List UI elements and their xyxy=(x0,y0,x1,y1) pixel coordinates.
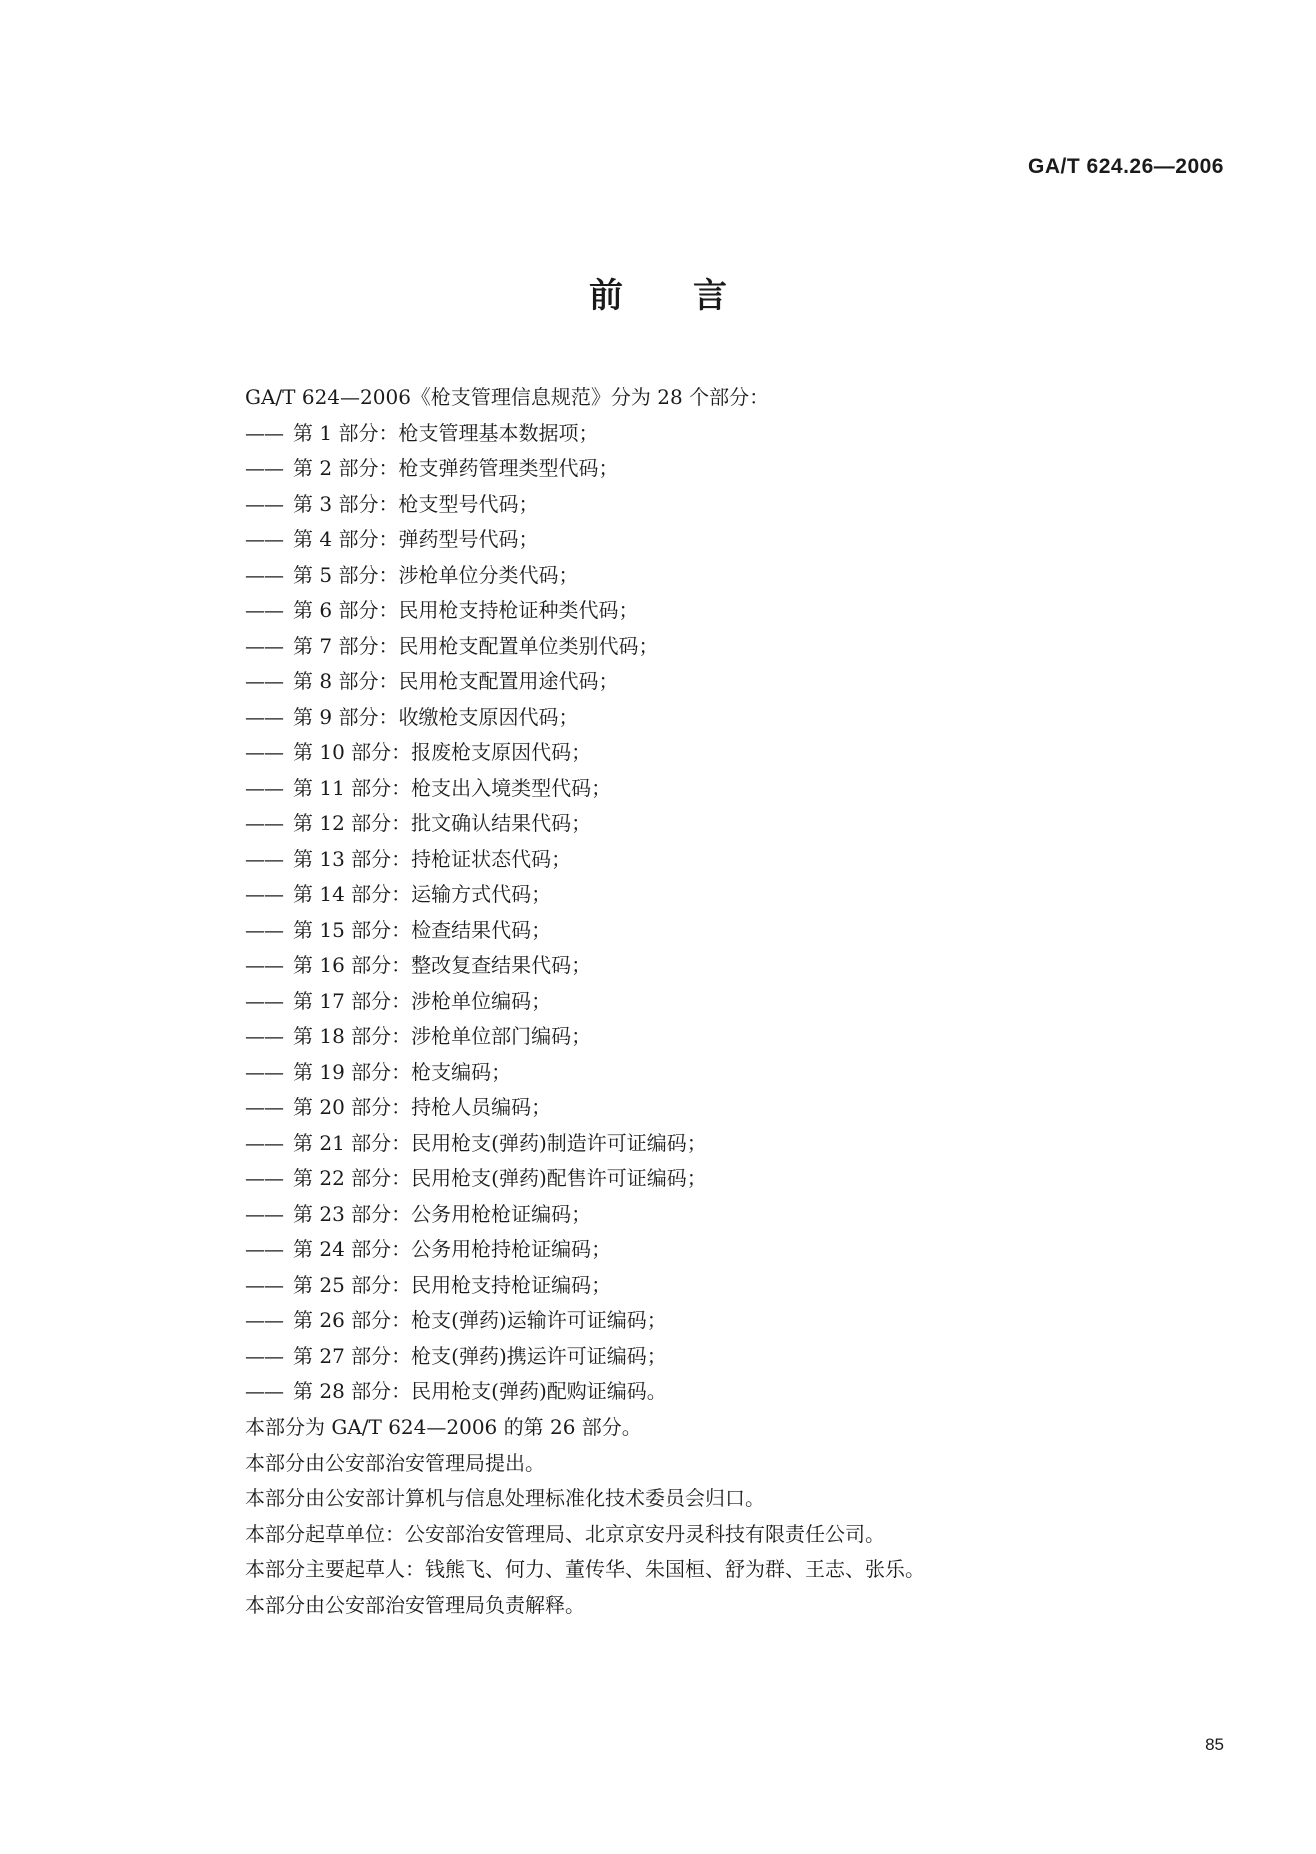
list-item xyxy=(245,1374,707,1410)
list-item xyxy=(245,487,707,523)
standard-number: GA/T 624.26—2006 xyxy=(1028,155,1224,178)
list-item xyxy=(245,1268,707,1304)
note-committee: 本部分由公安部计算机与信息处理标准化技术委员会归口。 xyxy=(245,1486,765,1510)
part-text: 第 25 部分：民用枪支持枪证编码； xyxy=(293,1272,612,1297)
dash: —— xyxy=(245,1166,283,1190)
list-item xyxy=(245,1303,707,1339)
part-text: 第 20 部分：持枪人员编码； xyxy=(293,1095,552,1119)
part-text: 第 19 部分：枪支编码； xyxy=(293,1059,512,1084)
dash: —— xyxy=(245,527,283,551)
note-interpretation: 本部分由公安部治安管理局负责解释。 xyxy=(245,1592,585,1617)
note-drafters: 本部分主要起草人：钱熊飞、何力、董传华、朱国桓、舒为群、王志、张乐。 xyxy=(245,1557,925,1581)
dash: —— xyxy=(245,1130,283,1155)
list-item xyxy=(245,629,707,665)
part-text: 第 16 部分：整改复查结果代码； xyxy=(293,953,592,977)
dash: —— xyxy=(245,704,283,729)
list-item xyxy=(245,1232,707,1268)
part-text: 第 10 部分：报废枪支原因代码； xyxy=(293,740,592,764)
intro-paragraph: GA/T 624—2006《枪支管理信息规范》分为 28 个部分： xyxy=(245,385,770,409)
dash: —— xyxy=(245,740,283,764)
part-text: 第 4 部分：弹药型号代码； xyxy=(293,527,539,551)
list-item xyxy=(245,948,707,984)
list-item xyxy=(245,664,707,700)
dash: —— xyxy=(245,917,283,942)
dash: —— xyxy=(245,1272,283,1297)
part-text: 第 6 部分：民用枪支持枪证种类代码； xyxy=(293,598,639,622)
note-part-number: 本部分为 GA/T 624—2006 的第 26 部分。 xyxy=(245,1415,642,1439)
part-text: 第 26 部分：枪支(弹药)运输许可证编码； xyxy=(293,1308,667,1332)
dash: —— xyxy=(245,1343,283,1368)
dash: —— xyxy=(245,562,283,587)
dash: —— xyxy=(245,491,283,516)
dash: —— xyxy=(245,1308,283,1332)
list-item xyxy=(245,1019,707,1055)
part-text: 第 21 部分：民用枪支(弹药)制造许可证编码； xyxy=(293,1130,707,1155)
part-text: 第 3 部分：枪支型号代码； xyxy=(293,491,539,516)
list-item xyxy=(245,771,707,807)
page-title: 前言 xyxy=(589,276,797,316)
part-text: 第 23 部分：公务用枪枪证编码； xyxy=(293,1201,592,1226)
part-text: 第 18 部分：涉枪单位部门编码； xyxy=(293,1024,592,1048)
note-drafting-units: 本部分起草单位：公安部治安管理局、北京京安丹灵科技有限责任公司。 xyxy=(245,1521,885,1546)
dash: —— xyxy=(245,953,283,977)
part-text: 第 2 部分：枪支弹药管理类型代码； xyxy=(293,456,619,480)
list-item xyxy=(245,1197,707,1233)
part-text: 第 17 部分：涉枪单位编码； xyxy=(293,988,552,1013)
list-item xyxy=(245,451,707,487)
part-text: 第 9 部分：收缴枪支原因代码； xyxy=(293,704,579,729)
list-item xyxy=(245,1090,707,1126)
list-item xyxy=(245,1161,707,1197)
dash: —— xyxy=(245,1059,283,1084)
note-proposer: 本部分由公安部治安管理局提出。 xyxy=(245,1450,545,1475)
list-item xyxy=(245,735,707,771)
list-item xyxy=(245,593,707,629)
dash: —— xyxy=(245,1237,283,1261)
part-text: 第 12 部分：批文确认结果代码； xyxy=(293,811,592,835)
list-item xyxy=(245,416,707,452)
part-text: 第 14 部分：运输方式代码； xyxy=(293,882,552,906)
list-item xyxy=(245,842,707,878)
list-item xyxy=(245,913,707,949)
dash: —— xyxy=(245,1095,283,1119)
dash: —— xyxy=(245,1379,283,1403)
dash: —— xyxy=(245,669,283,693)
part-text: 第 27 部分：枪支(弹药)携运许可证编码； xyxy=(293,1343,667,1368)
list-item xyxy=(245,700,707,736)
dash: —— xyxy=(245,775,283,800)
dash: —— xyxy=(245,882,283,906)
list-item xyxy=(245,1055,707,1091)
list-item xyxy=(245,877,707,913)
part-text: 第 22 部分：民用枪支(弹药)配售许可证编码； xyxy=(293,1166,707,1190)
part-text: 第 28 部分：民用枪支(弹药)配购证编码。 xyxy=(293,1379,667,1403)
part-text: 第 24 部分：公务用枪持枪证编码； xyxy=(293,1237,612,1261)
dash: —— xyxy=(245,988,283,1013)
dash: —— xyxy=(245,811,283,835)
dash: —— xyxy=(245,1201,283,1226)
dash: —— xyxy=(245,420,283,445)
dash: —— xyxy=(245,846,283,871)
notes-list xyxy=(245,1410,925,1623)
part-text: 第 1 部分：枪支管理基本数据项； xyxy=(293,420,599,445)
part-text: 第 13 部分：持枪证状态代码； xyxy=(293,846,572,871)
part-text: 第 7 部分：民用枪支配置单位类别代码； xyxy=(293,633,659,658)
part-text: 第 8 部分：民用枪支配置用途代码； xyxy=(293,669,619,693)
part-text: 第 15 部分：检查结果代码； xyxy=(293,917,552,942)
list-item xyxy=(245,984,707,1020)
part-text: 第 11 部分：枪支出入境类型代码； xyxy=(293,775,612,800)
dash: —— xyxy=(245,633,283,658)
dash: —— xyxy=(245,1024,283,1048)
dash: —— xyxy=(245,598,283,622)
page-number: 85 xyxy=(1205,1735,1224,1754)
list-item xyxy=(245,1126,707,1162)
dash: —— xyxy=(245,456,283,480)
list-item xyxy=(245,806,707,842)
list-item xyxy=(245,558,707,594)
list-item xyxy=(245,522,707,558)
parts-list xyxy=(245,416,707,1410)
list-item xyxy=(245,1339,707,1375)
part-text: 第 5 部分：涉枪单位分类代码； xyxy=(293,562,579,587)
